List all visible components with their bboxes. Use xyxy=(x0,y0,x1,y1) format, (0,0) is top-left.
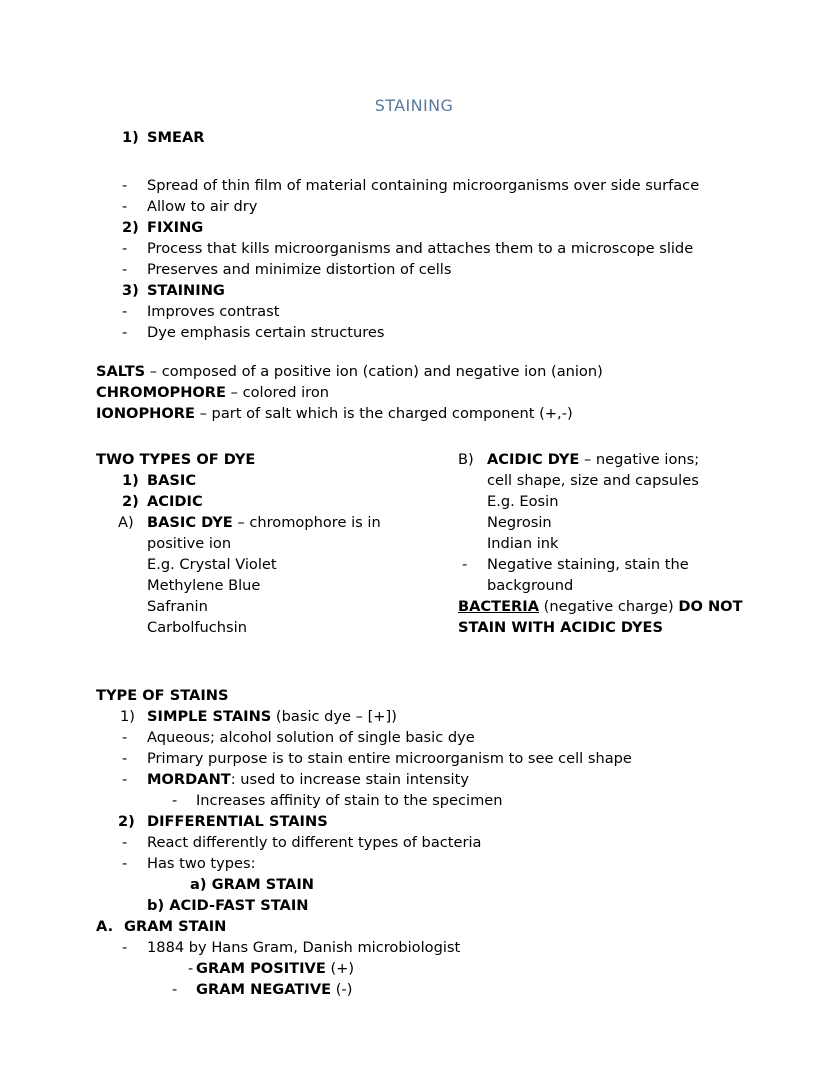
page-title: STAINING xyxy=(374,96,454,115)
text-line xyxy=(458,470,748,491)
list-item xyxy=(458,554,748,575)
bullet-text: Increases affinity of stain to the specimen xyxy=(196,792,503,809)
simple-stains-paren: (basic dye – [+]) xyxy=(271,708,397,725)
list-item xyxy=(96,832,796,853)
basic-dye-example-4: Carbolfuchsin xyxy=(147,619,247,636)
term-ionophore: IONOPHORE xyxy=(96,405,195,422)
gram-negative-label: GRAM NEGATIVE xyxy=(196,981,332,998)
list-marker: B) xyxy=(458,451,474,468)
text-line xyxy=(96,575,426,596)
acidic-dye-desc: – negative ions; xyxy=(579,451,700,468)
text-line xyxy=(96,895,796,916)
negative-staining-cont: background xyxy=(487,577,574,594)
bullet-text: Allow to air dry xyxy=(147,198,258,215)
list-item xyxy=(96,470,426,491)
basic-dye-example-1: E.g. Crystal Violet xyxy=(147,556,277,573)
dye-types-right-column xyxy=(458,449,748,638)
list-item xyxy=(96,979,796,1000)
basic-dye-desc: – chromophore is in xyxy=(232,514,381,531)
list-marker: A) xyxy=(118,514,134,531)
text-line xyxy=(96,874,796,895)
list-item xyxy=(96,727,796,748)
step-staining-label: STAINING xyxy=(147,282,225,299)
list-item xyxy=(458,449,748,470)
bullet-text: Aqueous; alcohol solution of single basic dye xyxy=(147,729,475,746)
dye-basic-label: BASIC xyxy=(147,472,197,489)
stains-heading: TYPE OF STAINS xyxy=(96,687,229,704)
step-smear-label: SMEAR xyxy=(147,129,205,146)
definitions-section xyxy=(96,361,776,424)
list-item xyxy=(96,958,796,979)
acidic-dye-label: ACIDIC DYE xyxy=(487,451,580,468)
bacteria-donot: DO NOT xyxy=(678,598,743,615)
bullet-text: Preserves and minimize distortion of cells xyxy=(147,261,452,278)
list-item xyxy=(96,238,776,259)
dye-section-heading: TWO TYPES OF DYE xyxy=(96,451,256,468)
bullet-dash: - xyxy=(122,855,128,872)
list-item xyxy=(96,196,776,217)
list-item xyxy=(96,706,796,727)
bullet-dash: - xyxy=(122,729,128,746)
acidic-dye-example-3: Indian ink xyxy=(487,535,559,552)
list-marker: 1) xyxy=(122,472,139,489)
bullet-text: React differently to different types of bacteria xyxy=(147,834,482,851)
list-item xyxy=(96,217,776,238)
list-marker: 3) xyxy=(122,282,139,299)
basic-dye-example-2: Methylene Blue xyxy=(147,577,261,594)
gram-stain-sub-a: a) GRAM STAIN xyxy=(190,876,314,893)
basic-dye-label: BASIC DYE xyxy=(147,514,233,531)
bullet-dash: - xyxy=(122,303,128,320)
text-line xyxy=(458,533,748,554)
bullet-dash: - xyxy=(462,556,468,573)
step-fixing-label: FIXING xyxy=(147,219,204,236)
bullet-text: Has two types: xyxy=(147,855,256,872)
definition-text: – composed of a positive ion (cation) and negative ion (anion) xyxy=(145,363,603,380)
mordant-desc: : used to increase stain intensity xyxy=(230,771,469,788)
bullet-dash: - xyxy=(122,834,128,851)
list-item xyxy=(96,811,796,832)
gram-negative-line xyxy=(196,979,796,1000)
bullet-dash: - xyxy=(172,981,178,998)
definition-text: – colored iron xyxy=(226,384,330,401)
bullet-dash: - xyxy=(122,750,128,767)
list-item xyxy=(96,259,776,280)
basic-dye-line xyxy=(147,512,426,533)
gram-stain-heading: GRAM STAIN xyxy=(124,918,227,935)
bullet-text: 1884 by Hans Gram, Danish microbiologist xyxy=(147,939,461,956)
acidic-dye-cont: cell shape, size and capsules xyxy=(487,472,699,489)
steps-section xyxy=(96,127,776,343)
bullet-text: Process that kills microorganisms and attaches them to a microscope slide xyxy=(147,240,694,257)
definition-ionophore xyxy=(96,403,776,424)
bacteria-note-cont: STAIN WITH ACIDIC DYES xyxy=(458,619,663,636)
basic-dye-cont: positive ion xyxy=(147,535,232,552)
list-item xyxy=(96,769,796,790)
list-item xyxy=(96,916,796,937)
type-of-stains-section xyxy=(96,685,796,1000)
acidic-dye-line xyxy=(487,449,748,470)
list-marker: 1) xyxy=(122,129,139,146)
bullet-text: Improves contrast xyxy=(147,303,280,320)
list-marker: 2) xyxy=(118,813,135,830)
text-line xyxy=(96,533,426,554)
basic-dye-example-3: Safranin xyxy=(147,598,208,615)
list-item xyxy=(96,175,776,196)
dye-types-left-column xyxy=(96,449,426,638)
bullet-text: Dye emphasis certain structures xyxy=(147,324,385,341)
text-line xyxy=(96,617,426,638)
list-marker: 2) xyxy=(122,493,139,510)
definition-salts xyxy=(96,361,776,382)
bullet-dash: - xyxy=(122,324,128,341)
definition-text: – part of salt which is the charged component (+,-) xyxy=(194,405,573,422)
term-chromophore: CHROMOPHORE xyxy=(96,384,227,401)
bullet-dash: - xyxy=(122,240,128,257)
bullet-text: Primary purpose is to stain entire microorganism to see cell shape xyxy=(147,750,632,767)
text-line xyxy=(458,491,748,512)
bullet-dash: - xyxy=(122,771,128,788)
text-line xyxy=(458,512,748,533)
list-item xyxy=(96,790,796,811)
list-item xyxy=(96,853,796,874)
bullet-dash: - xyxy=(122,177,128,194)
list-item xyxy=(96,322,776,343)
list-item xyxy=(96,512,426,533)
list-item xyxy=(96,937,796,958)
bullet-text: Spread of thin film of material containing microorganisms over side surface xyxy=(147,177,700,194)
gram-positive-line xyxy=(196,958,796,979)
gram-positive-sign: (+) xyxy=(325,960,355,977)
bullet-dash: - xyxy=(122,198,128,215)
mordant-label: MORDANT xyxy=(147,771,231,788)
text-line xyxy=(96,554,426,575)
spacer xyxy=(96,148,776,175)
bullet-dash: - xyxy=(188,960,194,977)
list-item xyxy=(96,280,776,301)
list-marker: 1) xyxy=(120,708,135,725)
gram-negative-sign: (-) xyxy=(331,981,353,998)
simple-stains-line xyxy=(147,706,796,727)
acid-fast-stain-sub-b: b) ACID-FAST STAIN xyxy=(147,897,309,914)
bullet-dash: - xyxy=(122,939,128,956)
bacteria-note-line-1 xyxy=(458,596,748,617)
bacteria-term: BACTERIA xyxy=(458,598,540,615)
list-marker: 2) xyxy=(122,219,139,236)
simple-stains-label: SIMPLE STAINS xyxy=(147,708,272,725)
bullet-dash: - xyxy=(172,792,178,809)
bacteria-charge: (negative charge) xyxy=(539,598,679,615)
dye-acidic-label: ACIDIC xyxy=(147,493,203,510)
list-item xyxy=(96,748,796,769)
list-item xyxy=(96,301,776,322)
acidic-dye-example-1: E.g. Eosin xyxy=(487,493,559,510)
text-line xyxy=(96,596,426,617)
negative-staining-text: Negative staining, stain the xyxy=(487,556,689,573)
bullet-dash: - xyxy=(122,261,128,278)
gram-positive-label: GRAM POSITIVE xyxy=(196,960,326,977)
list-item xyxy=(96,491,426,512)
bacteria-note-line-2 xyxy=(458,617,748,638)
acidic-dye-example-2: Negrosin xyxy=(487,514,552,531)
term-salts: SALTS xyxy=(96,363,146,380)
list-marker: A. xyxy=(96,918,114,935)
list-item xyxy=(96,127,776,148)
differential-stains-label: DIFFERENTIAL STAINS xyxy=(147,813,328,830)
text-line xyxy=(458,575,748,596)
definition-chromophore xyxy=(96,382,776,403)
mordant-line xyxy=(147,769,796,790)
